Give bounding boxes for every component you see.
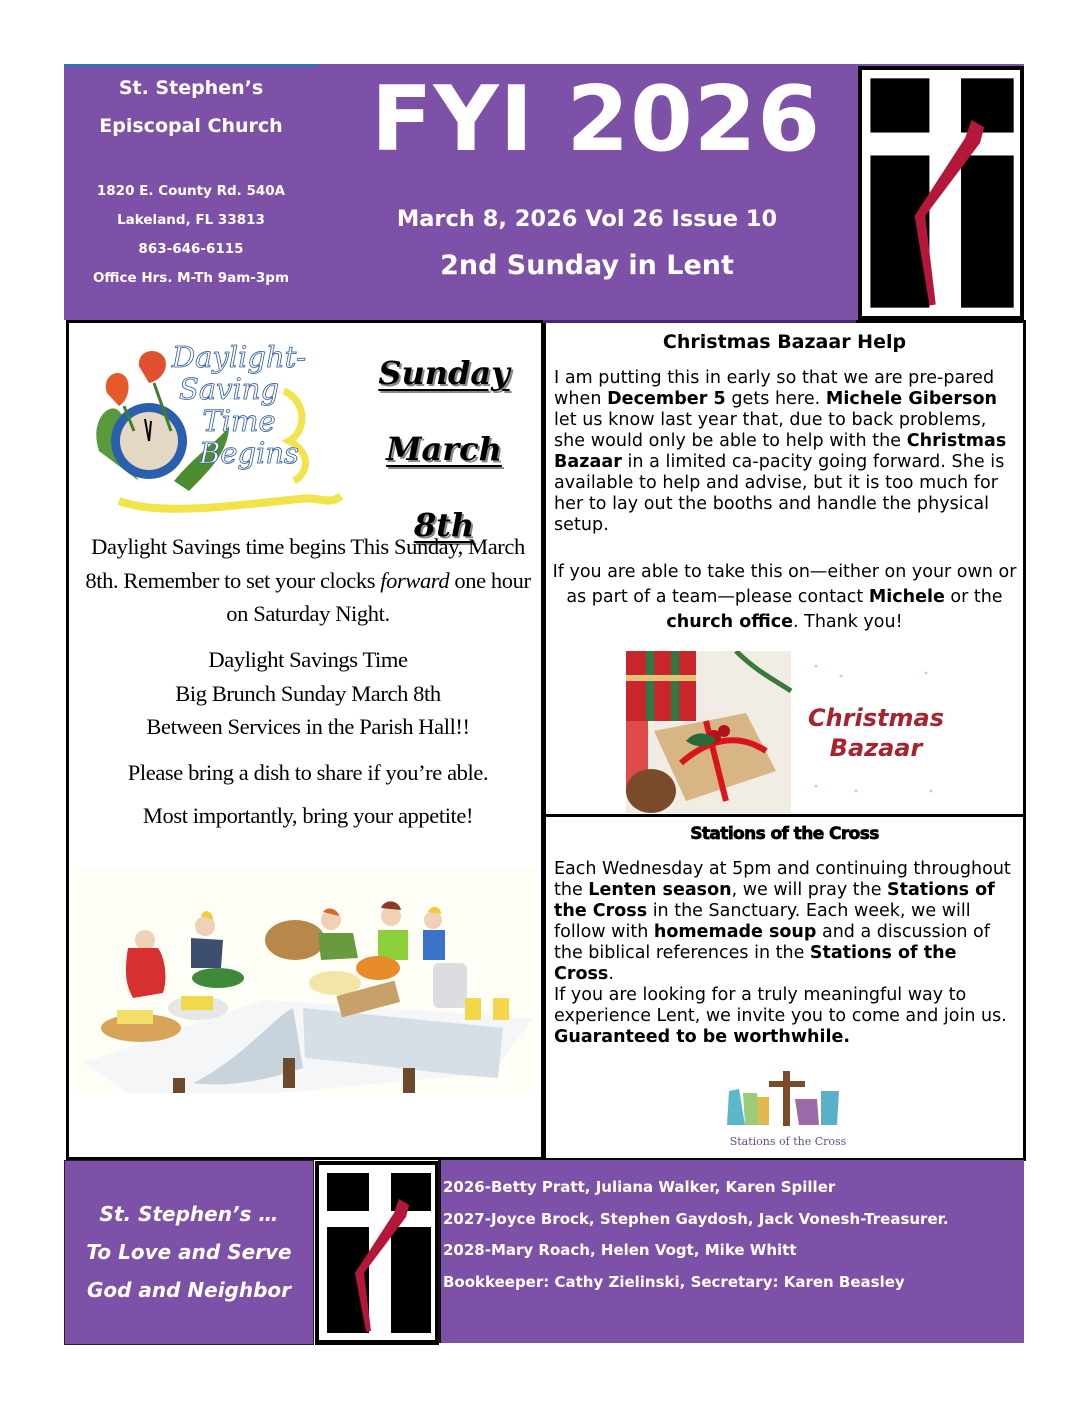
dst-reminder-text-end: one hour on Saturday Night. [226,567,531,626]
dst-reminder-emphasis: forward [380,567,450,593]
church-name-line2: Episcopal Church [99,115,283,137]
issue-line: March 8, 2026 Vol 26 Issue 10 [396,206,778,232]
christmas-bazaar-contact [552,560,1017,635]
bold-run: Guaranteed to be worthwhile. [554,1027,851,1047]
dst-reminder-text: Daylight Savings time begins This Sunday, March 8th. Remember to set your clocks [85,534,525,593]
bold-run: Stations of the Cross [554,880,995,921]
text-run: , we will pray the [731,880,888,900]
clipart-text: Saving [178,372,280,406]
text-run: . Thank you! [793,612,903,632]
text-run: I am putting this in early so that we are pre-pared when [554,368,995,409]
christmas-bazaar-title: Christmas Bazaar Help [662,331,907,353]
event-date [359,335,529,563]
church-info-panel [64,64,318,320]
bold-run: Michele Giberson [825,389,998,409]
appetite-text: Most importantly, bring your appetite! [142,803,474,828]
office-hours: Office Hrs. M-Th 9am-3pm [92,270,290,286]
brunch-line: Daylight Savings Time [208,647,408,672]
vestry-row-2028: 2028-Mary Roach, Helen Vogt, Mike Whitt [443,1241,797,1259]
brunch-line: Between Services in the Parish Hall!! [146,714,470,739]
stations-of-the-cross-image [721,1069,856,1154]
motto-line: To Love and Serve [86,1240,292,1264]
dst-reminder [77,530,539,631]
text-run: If you are looking for a truly meaningful way to experience Lent, we invite you to come and join us. [554,985,1007,1026]
masthead [318,64,856,320]
text-run: in a limited ca-pacity going forward. She is available to help and advise, but it is too much for her to lay out the booths and handle the physical setup. [554,452,1005,535]
church-address: 1820 E. County Rd. 540A [96,183,286,199]
clipart-text: Daylight- [171,340,307,374]
text-run: If you are able to take this on—either on your own or as part of a team—please contact [552,562,1017,607]
header-logo [856,64,1024,320]
stations-body [554,859,1017,1048]
church-name-line1: St. Stephen’s [118,77,264,99]
church-city: Lakeland, FL 33813 [117,212,265,228]
text-run: gets here. [725,389,826,409]
bold-run: Stations of the Cross [554,943,957,984]
daylight-saving-article [66,320,544,1160]
bold-run: homemade soup [653,922,817,942]
text-run: . [608,964,614,984]
church-motto [64,1160,314,1345]
bold-run: Lenten season [588,880,732,900]
vestry-row-2027: 2027-Joyce Brock, Stephen Gaydosh, Jack Vonesh-Treasurer. [443,1209,949,1228]
vestry-list [439,1160,1024,1343]
vestry-row-2026: 2026-Betty Pratt, Juliana Walker, Karen Spiller [443,1178,836,1196]
christmas-bazaar-article [543,320,1026,817]
clipart-text: Time [202,404,276,438]
brunch-announcement [77,643,539,744]
event-day: Sunday [378,354,510,392]
text-run: and a discussion of the biblical references in the [554,922,990,963]
episcopal-cross-logo-icon [862,70,1020,316]
clipart-text: Begins [199,436,299,470]
church-phone: 863-646-6115 [138,241,244,257]
motto-line: St. Stephen’s … [99,1202,279,1226]
text-run: Each Wednesday at 5pm and continuing throughout the [554,859,1011,900]
bring-dish-text: Please bring a dish to share if you’re able. [127,760,489,785]
text-run: or the [944,587,1003,607]
staff-row: Bookkeeper: Cathy Zielinski, Secretary: Karen Beasley [443,1272,905,1291]
christmas-bazaar-body [554,368,1017,536]
bold-run: church office [666,612,794,632]
brunch-line: Big Brunch Sunday March 8th [175,680,441,706]
bold-run: December 5 [607,389,726,409]
stations-title: Stations of the Cross [690,824,879,844]
christmas-image-text: Christmas [807,704,945,732]
stations-of-the-cross-article [543,814,1026,1161]
bazaar-image-text: Bazaar [829,734,923,762]
footer-logo [314,1160,439,1345]
text-run: let us know last year that, due to back problems, she would only be able to help with the [554,410,987,451]
liturgical-day: 2nd Sunday in Lent [440,250,734,281]
brunch-illustration [73,868,539,1093]
bold-run: Christmas Bazaar [554,431,1007,472]
stations-image-caption: Stations of the Cross [729,1135,847,1148]
newsletter-title: FYI 2026 [371,67,821,172]
motto-line: God and Neighbor [86,1278,292,1302]
daylight-saving-clipart [79,331,349,516]
church-name [64,69,318,145]
church-contact [64,177,318,293]
event-date-text: March 8th [386,430,502,544]
text-run: in the Sanctuary. Each week, we will follow with [554,901,971,942]
christmas-bazaar-image [626,651,956,813]
episcopal-cross-logo-icon [319,1165,435,1340]
bold-run: Michele [868,587,945,607]
